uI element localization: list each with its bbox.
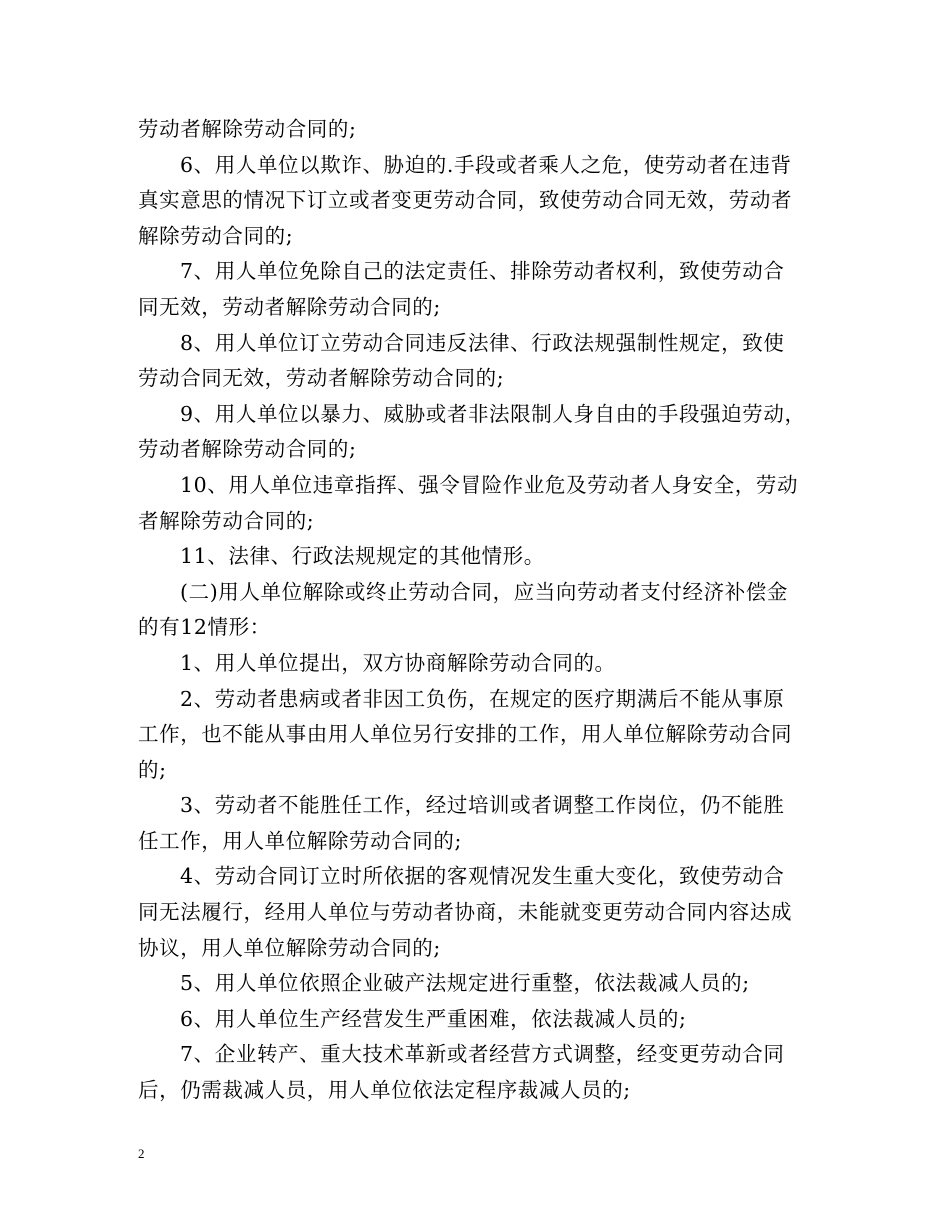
text-line: 真实意思的情况下订立或者变更劳动合同，致使劳动合同无效，劳动者 (138, 188, 793, 213)
text-line: 1、用人单位提出，双方协商解除劳动合同的。 (180, 650, 616, 675)
text-line: 5、用人单位依照企业破产法规定进行重整，依法裁减人员的; (180, 971, 750, 996)
text-line: 协议，用人单位解除劳动合同的; (138, 935, 441, 960)
text-line: 7、企业转产、重大技术革新或者经营方式调整，经变更劳动合同 (180, 1042, 785, 1067)
text-line: 2、劳动者患病或者非因工负伤，在规定的医疗期满后不能从事原 (180, 686, 785, 711)
text-line: 劳动者解除劳动合同的; (138, 117, 357, 141)
text-line: 后，仍需裁减人员，用人单位依法定程序裁减人员的; (138, 1078, 631, 1103)
text-line: 任工作，用人单位解除劳动合同的; (138, 828, 463, 853)
text-line: 6、用人单位以欺诈、胁迫的.手段或者乘人之危，使劳动者在违背 (180, 152, 792, 177)
text-line: 的有12情形： (138, 615, 271, 640)
document-body (138, 112, 818, 1109)
text-line: 劳动合同无效，劳动者解除劳动合同的; (138, 366, 505, 391)
text-line: 者解除劳动合同的; (138, 508, 315, 533)
text-line: 解除劳动合同的; (138, 223, 294, 248)
text-line: 同无效，劳动者解除劳动合同的; (138, 294, 441, 319)
text-line: 的; (138, 757, 167, 782)
text-line: 同无法履行，经用人单位与劳动者协商，未能就变更劳动合同内容达成 (138, 900, 793, 925)
text-line: 3、劳动者不能胜任工作，经过培训或者调整工作岗位，仍不能胜 (180, 793, 785, 818)
text-line: 工作，也不能从事由用人单位另行安排的工作，用人单位解除劳动合同 (138, 722, 793, 747)
text-line: 8、用人单位订立劳动合同违反法律、行政法规强制性规定，致使 (180, 330, 785, 355)
text-line: 10、用人单位违章指挥、强令冒险作业危及劳动者人身安全，劳动 (180, 472, 799, 497)
text-line: 9、用人单位以暴力、威胁或者非法限制人身自由的手段强迫劳动， (180, 401, 806, 426)
text-line: 劳动者解除劳动合同的; (138, 437, 357, 462)
text-line: (二)用人单位解除或终止劳动合同，应当向劳动者支付经济补偿金 (180, 579, 788, 604)
text-line: 11、法律、行政法规规定的其他情形。 (180, 544, 545, 569)
text-line: 4、劳动合同订立时所依据的客观情况发生重大变化，致使劳动合 (180, 864, 785, 889)
text-line: 6、用人单位生产经营发生严重困难，依法裁减人员的; (180, 1006, 687, 1031)
page-number: 2 (138, 1146, 145, 1161)
text-line: 7、用人单位免除自己的法定责任、排除劳动者权利，致使劳动合 (180, 259, 785, 284)
